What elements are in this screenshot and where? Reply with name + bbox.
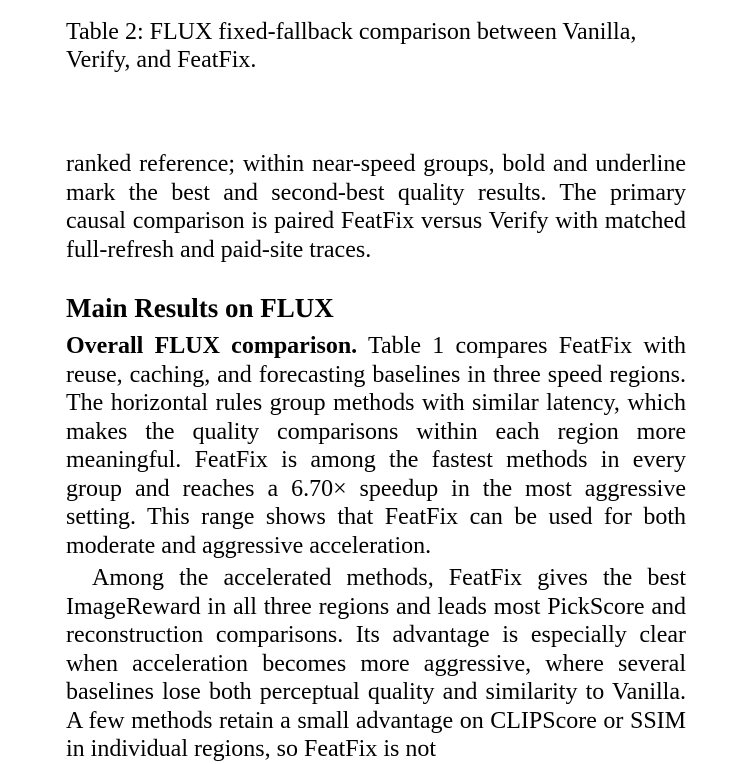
paragraph-accelerated-methods: Among the accelerated methods, FeatFix gives the best ImageReward in all three regions and leads most PickScore and reconstruction comparisons. Its advantage is especially clear when acceleration becomes more aggressive, where several baselines lose both perceptual quality and similarity to Vanilla. A few methods retain a small advantage on CLIPScore or SSIM in individual regions, so FeatFix is not bbox=[66, 565, 686, 762]
table-caption: Table 2: FLUX fixed-fallback comparison between Vanilla, Verify, and FeatFix. bbox=[66, 19, 637, 73]
paragraph-overall-comparison bbox=[66, 332, 686, 560]
section-heading: Main Results on FLUX bbox=[66, 293, 334, 323]
paragraph-body: Table 1 compares FeatFix with reuse, caching, and forecasting baselines in three speed regions. The horizontal rules group methods with similar latency, which makes the quality comparisons within each region more meaningful. FeatFix is among the fastest methods in every group and reaches a 6.70× speedup in the most aggressive setting. This range shows that FeatFix can be used for both moderate and aggressive acceleration. bbox=[66, 333, 687, 559]
intro-paragraph: ranked reference; within near-speed groups, bold and underline mark the best and second-best quality results. The primary causal comparison is paired FeatFix versus Verify with matched full-refresh and paid-site traces. bbox=[66, 151, 686, 263]
paper-page bbox=[66, 18, 686, 764]
paragraph-run-in-heading: Overall FLUX comparison. bbox=[66, 333, 358, 359]
